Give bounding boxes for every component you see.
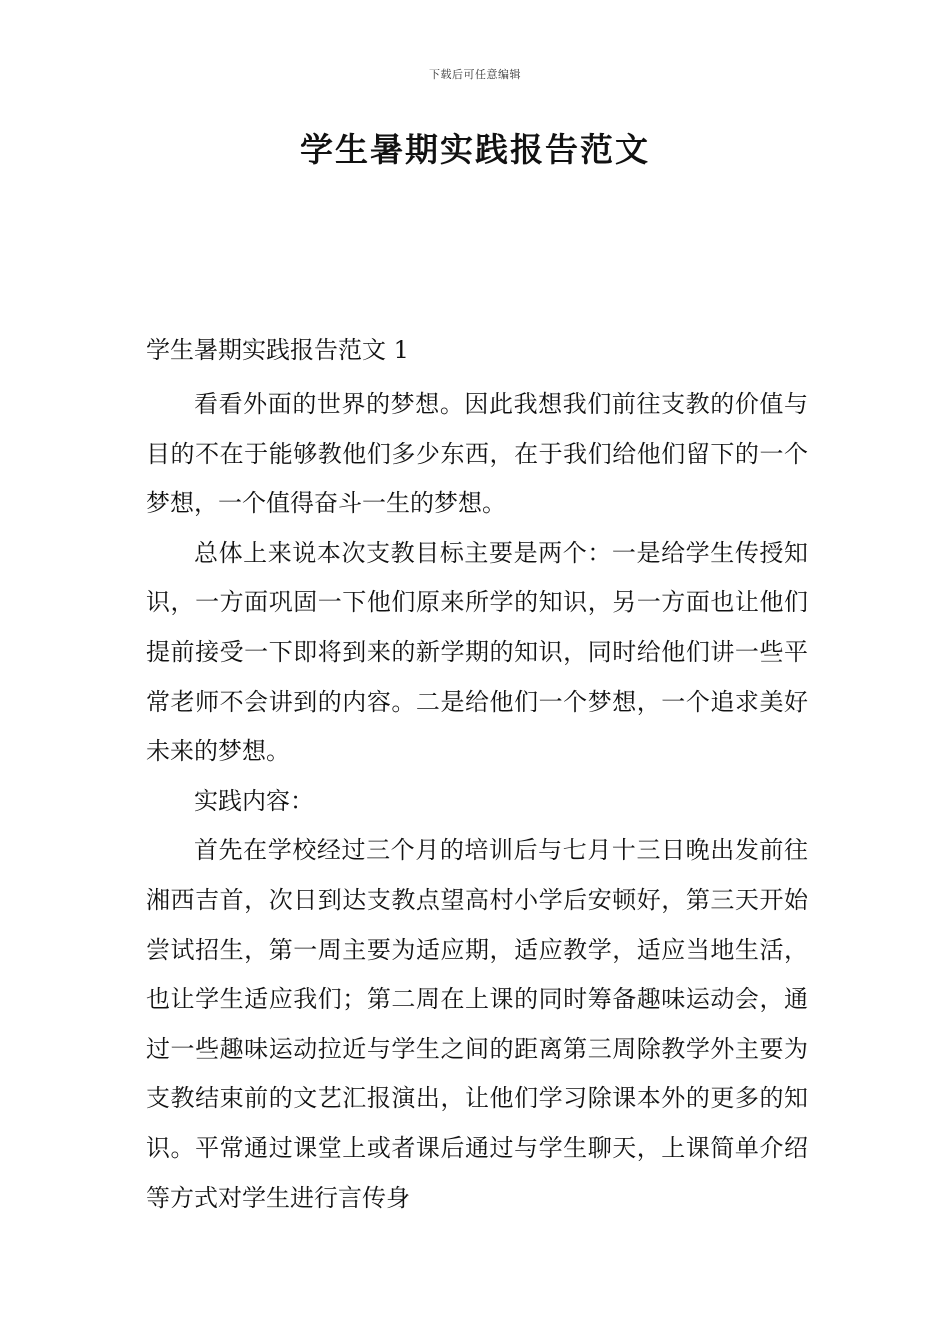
section-heading: 学生暑期实践报告范文 1 (146, 336, 409, 364)
paragraph: 看看外面的世界的梦想。因此我想我们前往支教的价值与目的不在于能够教他们多少东西，在于我们给他们留下的一个梦想，一个值得奋斗一生的梦想。 (146, 390, 808, 518)
header-note: 下载后可任意编辑 (429, 68, 521, 81)
paragraph-subheading: 实践内容： (194, 786, 314, 815)
paragraph: 总体上来说本次支教目标主要是两个：一是给学生传授知识，一方面巩固一下他们原来所学的知识，另一方面也让他们提前接受一下即将到来的新学期的知识，同时给他们讲一些平常老师不会讲到的内容。二是给他们一个梦想，一个追求美好未来的梦想。 (146, 538, 808, 766)
document-title: 学生暑期实践报告范文 (300, 130, 650, 169)
document-body (146, 330, 808, 1223)
paragraph: 首先在学校经过三个月的培训后与七月十三日晚出发前往湘西吉首，次日到达支教点望高村小学后安顿好，第三天开始尝试招生，第一周主要为适应期，适应教学，适应当地生活，也让学生适应我们；第二周在上课的同时筹备趣味运动会，通过一些趣味运动拉近与学生之间的距离第三周除教学外主要为支教结束前的文艺汇报演出，让他们学习除课本外的更多的知识。平常通过课堂上或者课后通过与学生聊天，上课简单介绍等方式对学生进行言传身 (146, 836, 808, 1212)
